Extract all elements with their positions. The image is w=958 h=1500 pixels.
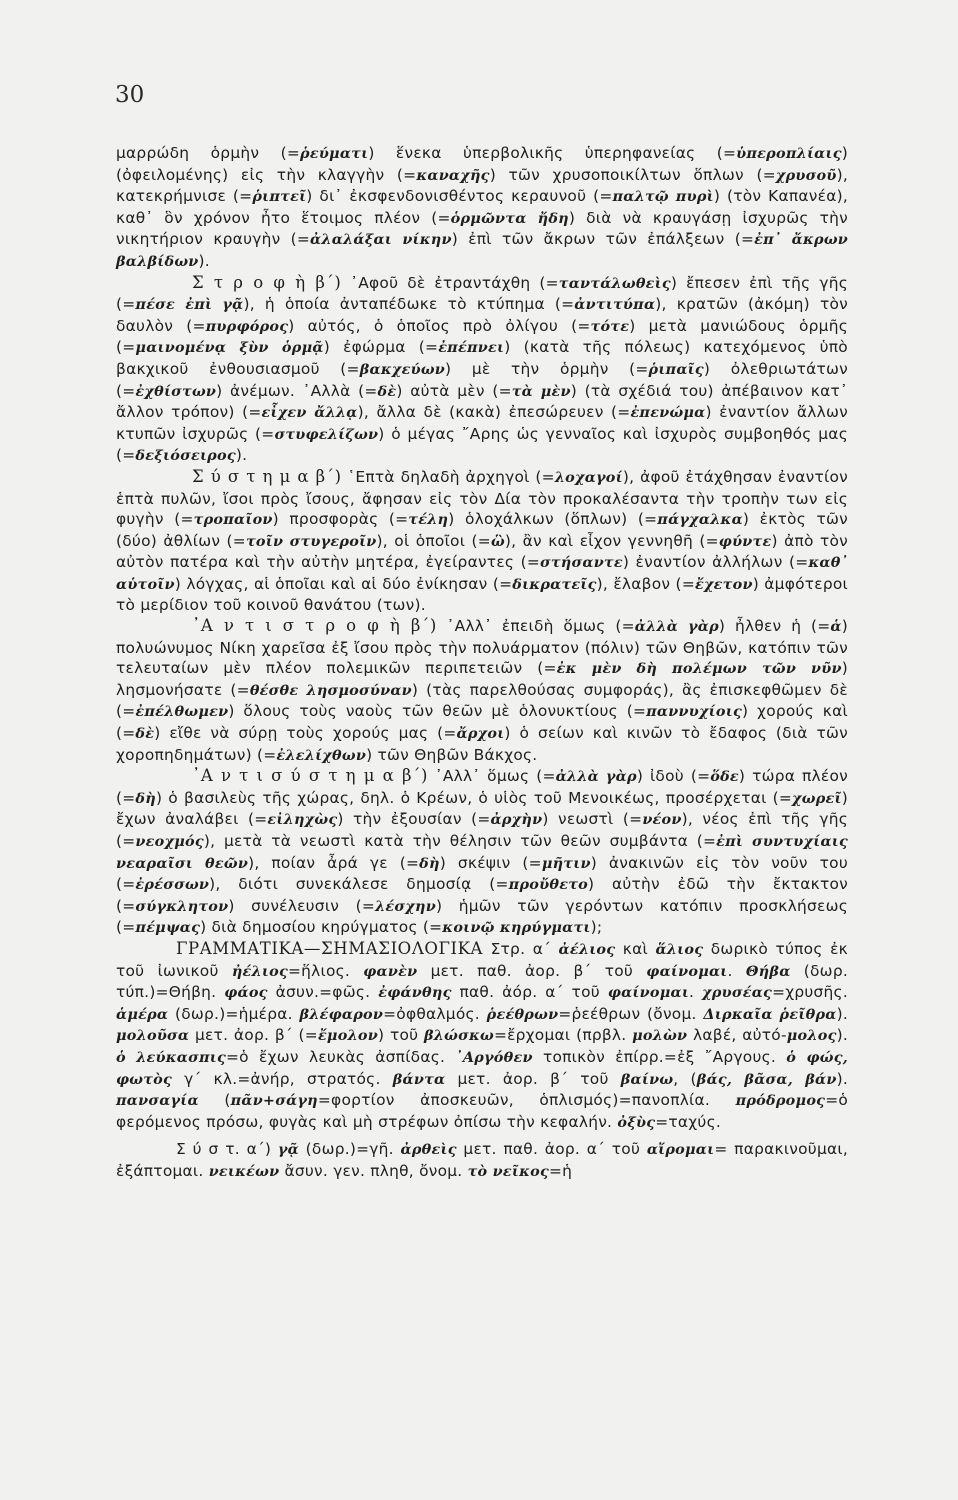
- paragraph-grammar-notes: ΓΡΑΜΜΑΤΙΚΑ—ΣΗΜΑΣΙΟΛΟΓΙΚΑ Στρ. α΄ ἀέλιος καὶ ἅλιος δωρικὸ τύπος ἐκ τοῦ ἰωνικοῦ ἠέλιος=ἥλιος. φανὲν μετ. παθ. ἀορ. β΄ τοῦ φαίνομαι. Θήβα (δωρ. τύπ.)=Θήβη. φάος ἀσυν.=φῶς. ἐφάνθης παθ. ἀόρ. α΄ τοῦ φαίνομαι. χρυσέας=χρυσῆς. ἁμέρα (δωρ.)=ἡμέρα. βλέφαρον=ὀφθαλμός. ῥεέθρων=ῥεέθρων (ὄνομ. Διρκαῖα ῥεῖθρα). μολοῦσα μετ. ἀορ. β΄ (=ἔμολον) τοῦ βλώσκω=ἔρχομαι (πρβλ. μολὼν λαβέ, αὐτό-μολος). ὁ λεύκασπις=ὁ ἔχων λευκὰς ἀσπίδας. ᾿Αργόθεν τοπικὸν ἐπίρρ.=ἐξ ῎Αργους. ὁ φώς, φωτὸς γ΄ κλ.=ἀνήρ, στρατός. βάντα μετ. ἀορ. β΄ τοῦ βαίνω, (βάς, βᾶσα, βάν). πανσαγία (πᾶν+σάγη=φορτίον ἀποσκευῶν, ὁπλισμός)=πανοπλία. πρόδρομος=ὁ φερόμενος πρόσω, φυγὰς καὶ μὴ στρέφων ὀπίσω τὴν κεφαλήν. ὀξὺς=ταχύς.: [116, 938, 849, 1131]
- paragraph-antisystema-b: ᾿Α ν τ ι σ ύ σ τ η μ α β΄) ᾿Αλλ᾽ ὅμως (=ἀλλὰ γὰρ) ἰδοὺ (=ὅδε) τώρα πλέον (=δὴ) ὁ βασιλεὺς τῆς χώρας, δηλ. ὁ Κρέων, ὁ υἱὸς τοῦ Μενοικέως, προσέρχεται (=χωρεῖ) ἔχων ἀναλάβει (=εἰληχὼς) τὴν ἐξουσίαν (=ἀρχὴν) νεωστὶ (=νέον), νέος ἐπὶ τῆς γῆς (=νεοχμός), μετὰ τὰ νεωστὶ κατὰ τὴν θέλησιν τῶν θεῶν συμβάντα (=ἐπὶ συντυχίαις νεαραῖσι θεῶν), ποίαν ἆρά γε (=δὴ) σκέψιν (=μῆτιν) ἀνακινῶν εἰς τὸν νοῦν του (=ἐρέσσων), διότι συνεκάλεσε δημοσίᾳ (=προὔθετο) αὐτὴν ἐδῶ τὴν ἔκτακτον (=σύγκλητον) συνέλευσιν (=λέσχην) ἡμῶν τῶν γερόντων κατόπιν προσκλήσεως (=πέμψας) διὰ δημοσίου κηρύγματος (=κοινῷ κηρύγματι);: [116, 766, 848, 937]
- paragraph-continuation: μαρρώδη ὁρμὴν (=ῥεύματι) ἕνεκα ὑπερβολικῆς ὑπερηφανείας (=ὑπεροπλίαις) (ὀφειλομένης) εἰς τὴν κλαγγὴν (=καναχῆς) τῶν χρυσοποικίλτων ὅπλων (=χρυσοῦ), κατεκρήμνισε (=ῥιπτεῖ) δι᾽ ἐκσφενδονισθέντος κεραυνοῦ (=παλτῷ πυρὶ) (τὸν Καπανέα), καθ᾽ ὃν χρόνον ἦτο ἕτοιμος πλέον (=ὁρμῶντα ἤδη) διὰ νὰ κραυγάσῃ ἰσχυρῶς τὴν νικητήριον κραυγὴν (=ἀλαλάξαι νίκην) ἐπὶ τῶν ἄκρων τῶν ἐπάλξεων (=ἐπ᾽ ἄκρων βαλβίδων).: [116, 144, 849, 270]
- page-number: 30: [115, 82, 145, 108]
- paragraph-strophe-b: Σ τ ρ ο φ ὴ β΄) ᾿Αφοῦ δὲ ἐτραντάχθη (=ταντάλωθεὶς) ἔπεσεν ἐπὶ τῆς γῆς (=πέσε ἐπὶ γᾷ), ἡ ὁποία ἀνταπέδωκε τὸ κτύπημα (=ἀντιτύπα), κρατῶν (ἀκόμη) τὸν δαυλὸν (=πυρφόρος) αὐτός, ὁ ὁποῖος πρὸ ὀλίγου (=τότε) μετὰ μανιώδους ὁρμῆς (=μαινομένᾳ ξὺν ὁρμᾷ) ἐφώρμα (=ἐπέπνει) (κατὰ τῆς πόλεως) κατεχόμενος ὑπὸ βακχικοῦ ἐνθουσιασμοῦ (=βακχεύων) μὲ τὴν ὁρμὴν (=ῥιπαῖς) ὀλεθριωτάτων (=ἐχθίστων) ἀνέμων. ᾿Αλλὰ (=δὲ) αὐτὰ μὲν (=τὰ μὲν) (τὰ σχέδιά του) ἀπέβαινον κατ᾽ ἄλλον τρόπον) (=εἶχεν ἄλλᾳ), ἄλλα δὲ (κακὰ) ἐπεσώρευεν (=ἐπενώμα) ἐναντίον ἄλλων κτυπῶν ἰσχυρῶς (=στυφελίζων) ὁ μέγας ῎Αρης ὡς γενναῖος καὶ ἰσχυρὸς συμβοηθός μας (=δεξιόσειρος).: [116, 272, 849, 465]
- paragraph-antistrophe-b: ᾿Α ν τ ι σ τ ρ ο φ ὴ β΄) ᾿Αλλ᾽ ἐπειδὴ ὅμως (=ἀλλὰ γὰρ) ἦλθεν ἡ (=ἁ) πολυώνυμος Νίκη χαρεῖσα ἐξ ἴσου πρὸς τὴν πολυάρματον (πόλιν) τῶν Θηβῶν, κατόπιν τῶν τελευταίων μὲν πλέον πολεμικῶν περιπετειῶν (=ἐκ μὲν δὴ πολέμων τῶν νῦν) λησμονήσατε (=θέσθε λησμοσύναν) (τὰς παρελθούσας συμφοράς), ἂς ἐπισκεφθῶμεν δὲ (=ἐπέλθωμεν) ὅλους τοὺς ναοὺς τῶν θεῶν μὲ ὁλονυκτίους (=παννυχίοις) χορούς καὶ (=δὲ) εἴθε νὰ σύρῃ τοὺς χορούς μας (=ἄρχοι) ὁ σείων καὶ κινῶν τὸ ἔδαφος (διὰ τῶν χοροπηδημάτων) (=ἐλελίχθων) τῶν Θηβῶν Βάκχος.: [116, 616, 848, 764]
- paragraph-systema-b: Σ ύ σ τ η μ α β΄) ῾Επτὰ δηλαδὴ ἀρχηγοὶ (=λοχαγοί), ἀφοῦ ἐτάχθησαν ἐναντίον ἑπτὰ πυλῶν, ἴσοι πρὸς ἴσους, ἄφησαν εἰς τὸν Δία τὸν προκαλέσαντα τὴν τροπὴν των εἰς φυγὴν (=τροπαῖον) προσφορὰς (=τέλη) ὁλοχάλκων (ὅπλων) (=πάγχαλκα) ἐκτὸς τῶν (δύο) ἀθλίων (=τοῖν στυγεροῖν), οἱ ὁποῖοι (=ὣ), ἂν καὶ εἶχον γεννηθῆ (=φύντε) ἀπὸ τὸν αὐτὸν πατέρα καὶ τὴν αὐτὴν μητέρα, ἐγείραντες (=στήσαντε) ἐναντίον ἀλλήλων (=καθ᾽ αὑτοῖν) λόγχας, αἱ ὁποῖαι καὶ αἱ δύο ἐνίκησαν (=δικρατεῖς), ἔλαβον (=ἔχετον) ἀμφότεροι τὸ μερίδιον τοῦ κοινοῦ θανάτου (των).: [116, 466, 849, 615]
- text-body: [116, 143, 848, 1183]
- paragraph-systema-a-notes: Σ ύ σ τ. α΄) γᾷ (δωρ.)=γῆ. ἀρθεὶς μετ. παθ. ἀορ. α΄ τοῦ αἴρομαι= παρακινοῦμαι, ἐξάπτομαι. νεικέων ἄσυν. γεν. πληθ, ὄνομ. τὸ νεῖκος=ἡ: [116, 1140, 848, 1180]
